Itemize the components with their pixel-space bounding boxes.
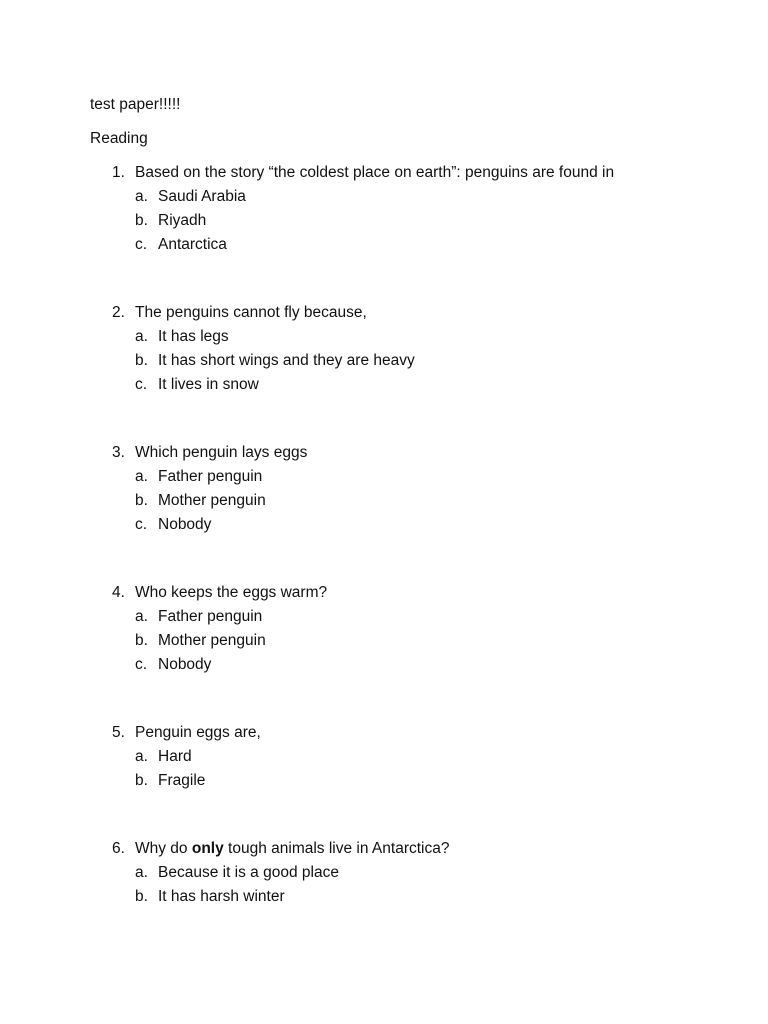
option-letter: c. [135, 376, 148, 393]
question-number: 4. [112, 584, 125, 601]
option-text: It has harsh winter [158, 888, 285, 905]
question-6 [0, 837, 768, 909]
question-text: Which penguin lays eggs [135, 444, 308, 461]
question-text: Who keeps the eggs warm? [135, 584, 328, 601]
option-letter: c. [135, 516, 148, 533]
question-4 [0, 581, 768, 677]
option-letter: b. [135, 212, 148, 229]
question-number: 1. [112, 164, 125, 181]
option-text: Mother penguin [158, 632, 266, 649]
option-text: Father penguin [158, 468, 263, 485]
question-text-emphasis: only [191, 840, 224, 857]
option-letter: c. [135, 236, 148, 253]
option-b [0, 489, 768, 513]
option-a [0, 745, 768, 769]
question-text [135, 837, 449, 861]
option-b [0, 209, 768, 233]
question-text: The penguins cannot fly because, [135, 304, 367, 321]
question-number: 2. [112, 304, 125, 321]
option-text: It has short wings and they are heavy [158, 352, 415, 369]
question-text: Penguin eggs are, [135, 724, 261, 741]
option-letter: a. [135, 748, 148, 765]
option-letter: a. [135, 188, 148, 205]
option-text: Antarctica [158, 236, 227, 253]
option-text: Saudi Arabia [158, 188, 246, 205]
question-number: 3. [112, 444, 125, 461]
option-text: Riyadh [158, 212, 207, 229]
option-c [0, 233, 768, 257]
option-text: Hard [158, 748, 192, 765]
question-5 [0, 721, 768, 793]
option-text: It has legs [158, 328, 229, 345]
option-a [0, 325, 768, 349]
option-letter: b. [135, 352, 148, 369]
option-c [0, 653, 768, 677]
option-a [0, 185, 768, 209]
option-letter: a. [135, 608, 148, 625]
question-text-after: tough animals live in Antarctica? [223, 840, 450, 857]
option-letter: b. [135, 632, 148, 649]
question-number: 5. [112, 724, 125, 741]
option-b [0, 629, 768, 653]
question-1 [0, 161, 768, 257]
question-3 [0, 441, 768, 537]
question-2 [0, 301, 768, 397]
section-heading: Reading [90, 130, 148, 147]
option-text: It lives in snow [158, 376, 259, 393]
question-text: Based on the story “the coldest place on earth”: penguins are found in [135, 164, 615, 181]
option-letter: c. [135, 656, 148, 673]
option-letter: a. [135, 864, 148, 881]
document-title: test paper!!!!! [90, 96, 181, 113]
option-letter: a. [135, 328, 148, 345]
option-c [0, 513, 768, 537]
option-letter: b. [135, 492, 148, 509]
option-text: Because it is a good place [158, 864, 339, 881]
option-text: Nobody [158, 516, 212, 533]
option-b [0, 769, 768, 793]
option-b [0, 349, 768, 373]
option-letter: b. [135, 888, 148, 905]
question-number: 6. [112, 840, 125, 857]
option-c [0, 373, 768, 397]
option-text: Fragile [158, 772, 206, 789]
question-text-before: Why do [135, 840, 192, 857]
option-b [0, 885, 768, 909]
option-text: Mother penguin [158, 492, 266, 509]
option-text: Father penguin [158, 608, 263, 625]
option-letter: a. [135, 468, 148, 485]
option-letter: b. [135, 772, 148, 789]
option-text: Nobody [158, 656, 212, 673]
option-a [0, 605, 768, 629]
option-a [0, 861, 768, 885]
option-a [0, 465, 768, 489]
